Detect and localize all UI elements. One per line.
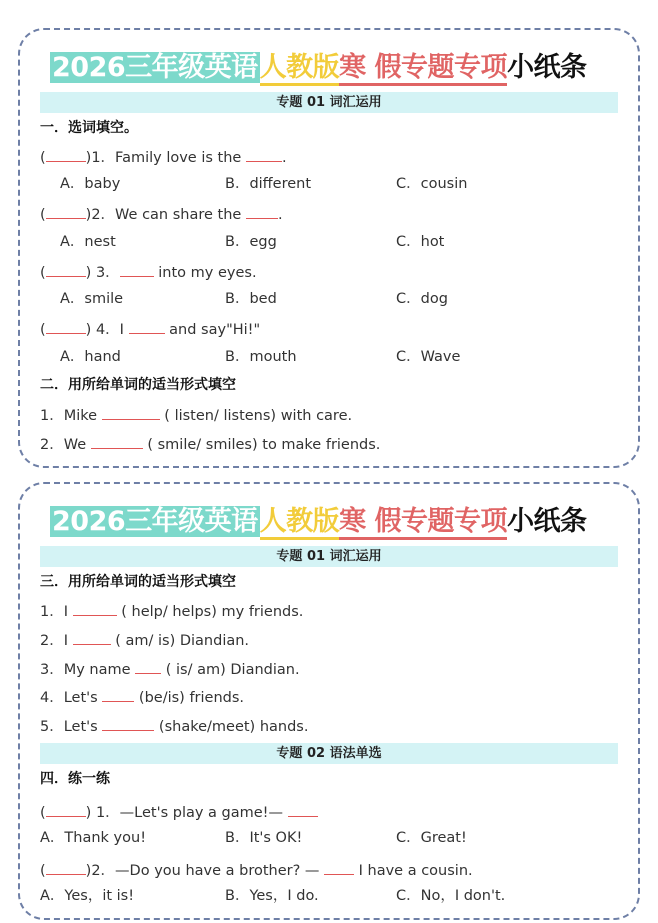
grammar-question-2: ( )2．—Do you have a brother? — I have a cousin. (40, 860, 473, 880)
fill-blank[interactable] (324, 860, 354, 875)
answer-blank[interactable] (46, 147, 86, 162)
option-b: B．It's OK! (225, 830, 303, 846)
section-heading: 四．练一练 (40, 771, 110, 787)
title-topic: 寒 假专题专项 (339, 506, 507, 540)
option-c: C．dog (396, 291, 448, 307)
answer-blank[interactable] (46, 860, 86, 875)
section-banner: 专题 02 语法单选 (40, 743, 618, 764)
answer-blank[interactable] (46, 802, 86, 817)
fill-blank[interactable] (129, 319, 165, 334)
answer-blank[interactable] (46, 319, 86, 334)
title-grade: 2026三年级英语 (52, 506, 258, 537)
fill-blank[interactable] (246, 147, 282, 162)
card-top (18, 28, 640, 468)
option-a: A．hand (60, 349, 121, 365)
fill-blank[interactable] (73, 630, 111, 645)
option-c: C．Wave (396, 349, 461, 365)
fill-question-1: 1．I ( help/ helps) my friends. (40, 601, 303, 621)
fill-question-2: 2．I ( am/ is) Diandian. (40, 630, 249, 650)
title-grade: 2026三年级英语 (52, 52, 258, 83)
title-note: 小纸条 (507, 506, 587, 537)
answer-blank[interactable] (46, 262, 86, 277)
fill-blank[interactable] (120, 262, 154, 277)
option-b: B．mouth (225, 349, 297, 365)
question-4: ( ) 4．I and say"Hi!" (40, 319, 260, 339)
fill-question-4: 4．Let's (be/is) friends. (40, 687, 244, 707)
section-heading: 二．用所给单词的适当形式填空 (40, 377, 236, 393)
option-c: C．No，I don't. (396, 888, 506, 904)
card-title (50, 502, 587, 542)
question-2: ( )2．We can share the . (40, 204, 283, 224)
fill-blank[interactable] (102, 716, 154, 731)
question-1: ( )1．Family love is the . (40, 147, 287, 167)
option-a: A．nest (60, 234, 116, 250)
option-b: B．bed (225, 291, 277, 307)
section-heading: 一．选词填空。 (40, 120, 138, 136)
fill-blank[interactable] (91, 434, 143, 449)
title-edition: 人教版 (260, 52, 340, 86)
title-note: 小纸条 (507, 52, 587, 83)
section-banner: 专题 01 词汇运用 (40, 92, 618, 113)
grammar-question-1: ( ) 1．—Let's play a game!— (40, 802, 318, 822)
fill-question-3: 3．My name ( is/ am) Diandian. (40, 659, 300, 679)
fill-question-5: 5．Let's (shake/meet) hands. (40, 716, 308, 736)
option-c: C．Great! (396, 830, 467, 846)
option-a: A．Yes，it is! (40, 888, 135, 904)
option-a: A．smile (60, 291, 124, 307)
fill-blank[interactable] (73, 601, 117, 616)
fill-question-1: 1．Mike ( listen/ listens) with care. (40, 405, 352, 425)
section-heading: 三．用所给单词的适当形式填空 (40, 574, 236, 590)
option-a: A．baby (60, 176, 121, 192)
option-c: C．cousin (396, 176, 468, 192)
fill-blank[interactable] (102, 405, 160, 420)
answer-blank[interactable] (46, 204, 86, 219)
option-c: C．hot (396, 234, 445, 250)
fill-question-2: 2．We ( smile/ smiles) to make friends. (40, 434, 380, 454)
option-b: B．Yes，I do. (225, 888, 319, 904)
option-b: B．egg (225, 234, 277, 250)
fill-blank[interactable] (135, 659, 161, 674)
fill-blank[interactable] (102, 687, 134, 702)
fill-blank[interactable] (246, 204, 278, 219)
title-edition: 人教版 (260, 506, 340, 540)
card-title (50, 48, 587, 88)
title-topic: 寒 假专题专项 (339, 52, 507, 86)
question-3: ( ) 3． into my eyes. (40, 262, 257, 282)
fill-blank[interactable] (288, 802, 318, 817)
option-a: A．Thank you! (40, 830, 147, 846)
card-bottom (18, 482, 640, 920)
option-b: B．different (225, 176, 312, 192)
section-banner: 专题 01 词汇运用 (40, 546, 618, 567)
